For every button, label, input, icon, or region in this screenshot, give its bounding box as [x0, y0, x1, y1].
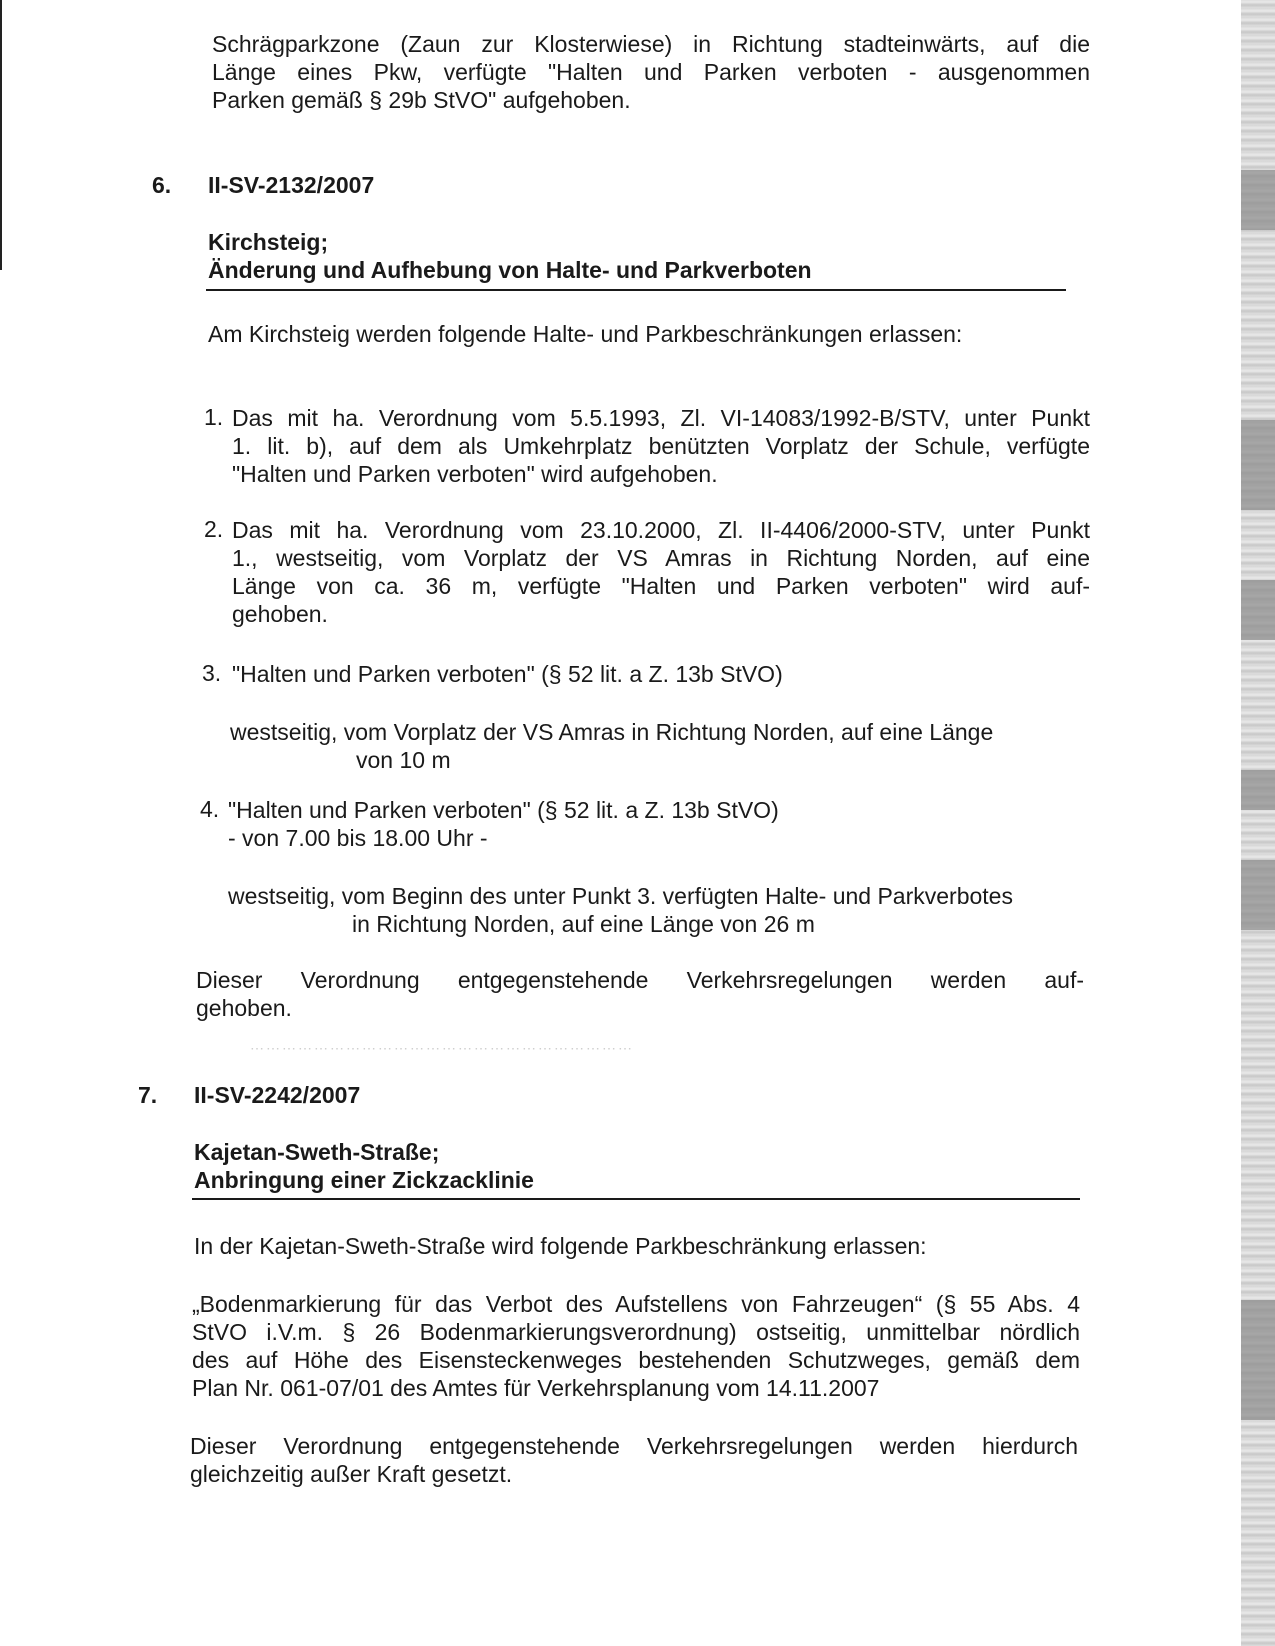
scan-band: [1241, 420, 1275, 510]
text-line: Länge eines Pkw, verfügte "Halten und Parken verboten - ausgenommen: [212, 59, 1090, 85]
text-line: westseitig, vom Beginn des unter Punkt 3. verfügten Halte- und Parkverbotes: [228, 883, 1013, 909]
item-number: 2.: [204, 516, 224, 542]
text-line: Das mit ha. Verordnung vom 5.5.1993, Zl. VI-14083/1992-B/STV, unter Punkt: [232, 405, 1090, 431]
section-number: 7.: [138, 1082, 158, 1108]
item-number: 4.: [200, 796, 220, 822]
section-lead: In der Kajetan-Sweth-Straße wird folgende Parkbeschränkung erlassen:: [194, 1233, 927, 1259]
section-title: [208, 228, 812, 284]
item-detail: [230, 718, 1090, 774]
list-item: [232, 516, 1090, 628]
section-body: [192, 1290, 1080, 1402]
intro-paragraph: [212, 30, 1090, 114]
item-number: 1.: [204, 404, 224, 430]
text-line: Dieser Verordnung entgegenstehende Verkehrsregelungen werden hierdurch: [190, 1433, 1078, 1459]
text-line: in Richtung Norden, auf eine Länge von 26 m: [352, 911, 815, 937]
text-line: „Bodenmarkierung für das Verbot des Aufstellens von Fahrzeugen“ (§ 55 Abs. 4: [192, 1291, 1080, 1317]
title-underline: [192, 1198, 1080, 1200]
scan-band: [1241, 1300, 1275, 1420]
text-line: Parken gemäß § 29b StVO" aufgehoben.: [212, 87, 631, 113]
section-number: 6.: [152, 172, 172, 198]
text-line: von 10 m: [356, 747, 451, 773]
text-line: StVO i.V.m. § 26 Bodenmarkierungsverordnung) ostseitig, unmittelbar nördlich: [192, 1319, 1080, 1345]
section-reference: II-SV-2242/2007: [194, 1082, 361, 1108]
title-line: Kajetan-Sweth-Straße;: [194, 1139, 440, 1165]
title-line: Anbringung einer Zickzacklinie: [194, 1167, 534, 1193]
text-line: gehoben.: [232, 601, 328, 627]
list-item: [232, 404, 1090, 488]
text-line: 1. lit. b), auf dem als Umkehrplatz benützten Vorplatz der Schule, verfügte: [232, 433, 1090, 459]
title-line: Änderung und Aufhebung von Halte- und Parkverboten: [208, 257, 812, 283]
text-line: Das mit ha. Verordnung vom 23.10.2000, Zl. II-4406/2000-STV, unter Punkt: [232, 517, 1090, 543]
item-heading: "Halten und Parken verboten" (§ 52 lit. a Z. 13b StVO): [228, 797, 779, 823]
section-reference: II-SV-2132/2007: [208, 172, 375, 198]
text-line: 1., westseitig, vom Vorplatz der VS Amras in Richtung Norden, auf eine: [232, 545, 1090, 571]
text-line: "Halten und Parken verboten" wird aufgehoben.: [232, 461, 718, 487]
text-line: Plan Nr. 061-07/01 des Amtes für Verkehrsplanung vom 14.11.2007: [192, 1375, 880, 1401]
item-heading: "Halten und Parken verboten" (§ 52 lit. a Z. 13b StVO): [232, 661, 783, 687]
section-title: [194, 1138, 534, 1194]
title-line: Kirchsteig;: [208, 229, 329, 255]
item-detail: [228, 882, 1098, 938]
item-time: - von 7.00 bis 18.00 Uhr -: [228, 825, 488, 851]
text-line: Länge von ca. 36 m, verfügte "Halten und Parken verboten" wird auf-: [232, 573, 1090, 599]
text-line: Schrägparkzone (Zaun zur Klosterwiese) in Richtung stadteinwärts, auf die: [212, 31, 1090, 57]
text-line: westseitig, vom Vorplatz der VS Amras in Richtung Norden, auf eine Länge: [230, 719, 994, 745]
text-line: gleichzeitig außer Kraft gesetzt.: [190, 1461, 513, 1487]
text-line: des auf Höhe des Eisensteckenweges bestehenden Schutzweges, gemäß dem: [192, 1347, 1080, 1373]
section-closing: [190, 1432, 1078, 1488]
scan-edge-left: [0, 0, 2, 270]
scan-bleed-through: ⋯⋯⋯⋯⋯⋯⋯⋯⋯⋯⋯⋯⋯⋯⋯⋯⋯⋯⋯⋯⋯⋯⋯⋯: [250, 1040, 634, 1056]
text-line: gehoben.: [196, 995, 292, 1021]
text-line: Dieser Verordnung entgegenstehende Verkehrsregelungen werden auf-: [196, 967, 1084, 993]
section-lead: Am Kirchsteig werden folgende Halte- und Parkbeschränkungen erlassen:: [208, 321, 963, 347]
item-number: 3.: [202, 660, 222, 686]
scan-band: [1241, 580, 1275, 640]
title-underline: [206, 289, 1066, 291]
scan-band: [1241, 860, 1275, 930]
scan-band: [1241, 770, 1275, 810]
section-closing: [196, 966, 1084, 1022]
scan-band: [1241, 170, 1275, 230]
